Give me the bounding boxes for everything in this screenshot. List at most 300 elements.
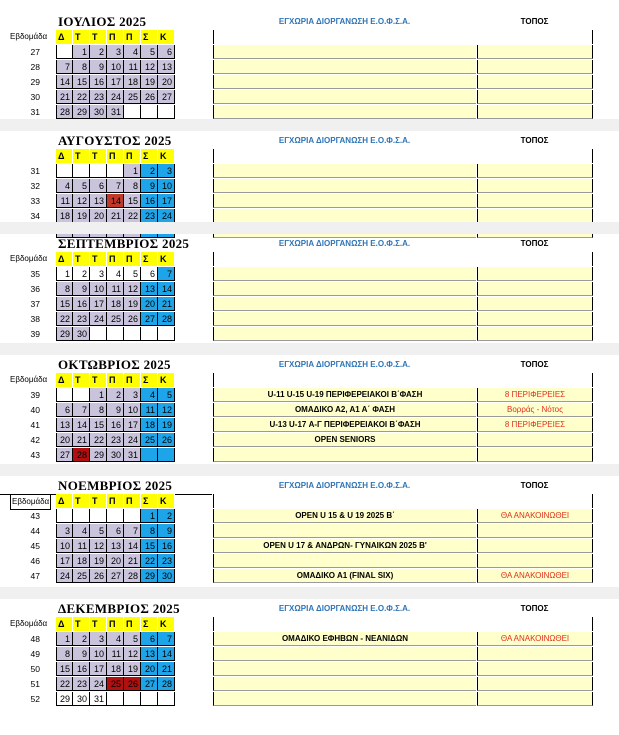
day-cell[interactable]: 9	[158, 524, 175, 538]
day-cell[interactable]: 4	[56, 179, 73, 193]
day-cell[interactable]: 12	[141, 60, 158, 74]
day-cell[interactable]: 20	[158, 75, 175, 89]
day-cell[interactable]: 16	[73, 297, 90, 311]
day-cell[interactable]: 3	[90, 632, 107, 646]
day-cell[interactable]: 5	[73, 179, 90, 193]
day-cell[interactable]: 21	[158, 662, 175, 676]
day-cell[interactable]: 22	[141, 554, 158, 568]
month-title: ΟΚΤΩΒΡΙΟΣ 2025	[58, 357, 171, 372]
day-cell[interactable]: 14	[158, 647, 175, 661]
day-cell[interactable]: 29	[141, 569, 158, 583]
day-cell[interactable]: 3	[107, 45, 124, 59]
day-cell[interactable]: 6	[141, 632, 158, 646]
day-header: Π	[107, 252, 124, 266]
day-cell[interactable]: 7	[158, 632, 175, 646]
day-cell[interactable]: 12	[90, 539, 107, 553]
day-cell[interactable]	[124, 692, 141, 706]
day-cell[interactable]	[90, 164, 107, 178]
day-cell[interactable]: 26	[90, 569, 107, 583]
day-cell[interactable]	[141, 327, 158, 341]
day-cell[interactable]	[158, 105, 175, 119]
event-cell[interactable]: U-11 U-15 U-19 ΠΕΡΙΦΕΡΕΙΑΚΟΙ Β΄ΦΑΣΗ	[213, 388, 476, 402]
day-cell[interactable]: 4	[141, 388, 158, 402]
day-cell[interactable]: 24	[56, 569, 73, 583]
day-cell[interactable]: 21	[158, 297, 175, 311]
day-cell[interactable]: 12	[124, 647, 141, 661]
day-cell[interactable]: 18	[56, 209, 73, 223]
week-number: 29	[30, 77, 40, 87]
event-cell[interactable]	[213, 554, 476, 568]
month-block	[0, 357, 619, 464]
week-column-label: Εβδομάδα	[10, 494, 51, 510]
day-cell[interactable]: 24	[158, 209, 175, 223]
day-cell[interactable]: 30	[158, 569, 175, 583]
day-cell[interactable]: 2	[158, 509, 175, 523]
place-cell[interactable]	[477, 194, 593, 208]
day-cell[interactable]: 23	[73, 677, 90, 691]
event-cell[interactable]	[213, 327, 476, 341]
month-title: ΔΕΚΕΜΒΡΙΟΣ 2025	[58, 601, 180, 616]
day-cell[interactable]: 29	[56, 327, 73, 341]
day-cell[interactable]: 31	[107, 105, 124, 119]
day-cell[interactable]: 30	[73, 692, 90, 706]
day-cell[interactable]: 9	[141, 179, 158, 193]
day-cell[interactable]: 2	[107, 388, 124, 402]
day-cell[interactable]: 21	[124, 554, 141, 568]
place-cell[interactable]: ΘΑ ΑΝΑΚΟΙΝΩΘΕΙ	[477, 509, 593, 523]
day-cell[interactable]: 23	[141, 209, 158, 223]
day-cell[interactable]: 5	[90, 524, 107, 538]
day-cell[interactable]: 4	[107, 632, 124, 646]
place-column-header: ΤΟΠΟΣ	[520, 17, 549, 26]
day-cell[interactable]: 14	[124, 539, 141, 553]
day-cell[interactable]: 22	[124, 209, 141, 223]
event-cell[interactable]	[213, 662, 476, 676]
day-cell[interactable]: 8	[141, 524, 158, 538]
day-cell[interactable]: 22	[56, 312, 73, 326]
place-cell[interactable]	[477, 164, 593, 178]
event-cell[interactable]: ΟΜΑΔΙΚΟ Α2, Α1 Α΄ ΦΑΣΗ	[213, 403, 476, 417]
day-cell[interactable]: 29	[56, 692, 73, 706]
day-cell[interactable]: 19	[124, 297, 141, 311]
day-cell[interactable]: 2	[73, 632, 90, 646]
day-cell[interactable]: 13	[56, 418, 73, 432]
day-cell[interactable]: 13	[141, 282, 158, 296]
month-title: ΝΟΕΜΒΡΙΟΣ 2025	[0, 478, 212, 495]
day-cell[interactable]: 27	[141, 677, 158, 691]
day-cell[interactable]: 12	[158, 403, 175, 417]
place-cell[interactable]	[477, 692, 593, 706]
place-cell[interactable]	[477, 45, 593, 59]
day-cell[interactable]	[56, 45, 73, 59]
place-column-header: ΤΟΠΟΣ	[520, 604, 549, 613]
day-cell[interactable]: 6	[158, 45, 175, 59]
day-cell[interactable]: 26	[158, 433, 175, 447]
day-header: Σ	[141, 373, 158, 387]
place-cell[interactable]	[477, 539, 593, 553]
day-cell[interactable]: 17	[90, 662, 107, 676]
place-cell[interactable]	[477, 267, 593, 281]
day-cell[interactable]: 24	[124, 433, 141, 447]
day-cell[interactable]: 15	[56, 662, 73, 676]
day-cell[interactable]: 7	[56, 60, 73, 74]
day-cell[interactable]: 10	[158, 179, 175, 193]
day-cell[interactable]: 15	[73, 75, 90, 89]
place-cell[interactable]	[477, 209, 593, 223]
place-cell[interactable]	[477, 554, 593, 568]
event-cell[interactable]: ΟΜΑΔΙΚΟ ΕΦΗΒΩΝ - ΝΕΑΝΙΔΩΝ	[213, 632, 476, 646]
day-cell[interactable]: 5	[158, 388, 175, 402]
day-cell[interactable]: 31	[124, 448, 141, 462]
day-cell[interactable]: 13	[141, 647, 158, 661]
day-cell[interactable]	[141, 448, 158, 462]
day-cell[interactable]: 1	[90, 388, 107, 402]
event-cell[interactable]	[213, 677, 476, 691]
event-cell[interactable]	[213, 105, 476, 119]
day-cell[interactable]: 16	[158, 539, 175, 553]
place-cell[interactable]	[477, 60, 593, 74]
day-header: Π	[124, 373, 141, 387]
day-cell[interactable]	[73, 164, 90, 178]
day-cell[interactable]: 19	[73, 209, 90, 223]
event-cell[interactable]	[213, 692, 476, 706]
day-cell[interactable]: 1	[56, 267, 73, 281]
day-cell[interactable]	[73, 509, 90, 523]
day-cell[interactable]: 10	[124, 403, 141, 417]
place-cell[interactable]	[477, 677, 593, 691]
day-cell[interactable]: 13	[158, 60, 175, 74]
day-cell[interactable]: 30	[107, 448, 124, 462]
event-cell[interactable]	[213, 524, 476, 538]
place-cell[interactable]	[477, 327, 593, 341]
day-header: Κ	[158, 149, 175, 163]
day-cell[interactable]: 6	[107, 524, 124, 538]
day-cell[interactable]: 11	[107, 282, 124, 296]
day-cell[interactable]: 8	[73, 60, 90, 74]
week-number: 40	[30, 405, 40, 415]
day-header: Δ	[56, 373, 73, 387]
week-number: 32	[30, 181, 40, 191]
event-cell[interactable]	[213, 267, 476, 281]
day-cell[interactable]: 26	[124, 312, 141, 326]
event-cell[interactable]	[213, 647, 476, 661]
day-cell[interactable]: 16	[90, 75, 107, 89]
event-cell[interactable]: ΟΜΑΔΙΚΟ Α1 (FINAL SIX)	[213, 569, 476, 583]
day-cell[interactable]: 21	[56, 90, 73, 104]
event-cell[interactable]	[213, 45, 476, 59]
place-cell[interactable]	[477, 312, 593, 326]
place-cell[interactable]	[477, 90, 593, 104]
day-cell[interactable]: 28	[158, 677, 175, 691]
day-cell[interactable]: 4	[73, 524, 90, 538]
place-cell[interactable]	[477, 662, 593, 676]
event-cell[interactable]	[213, 297, 476, 311]
day-cell[interactable]: 27	[158, 90, 175, 104]
event-cell[interactable]: OPEN U 17 & ΑΝΔΡΩΝ- ΓΥΝΑΙΚΩΝ 2025 Β'	[213, 539, 476, 553]
day-cell[interactable]: 1	[56, 632, 73, 646]
day-cell[interactable]: 5	[124, 267, 141, 281]
day-cell[interactable]: 7	[124, 524, 141, 538]
day-cell[interactable]: 3	[56, 524, 73, 538]
event-cell[interactable]	[213, 90, 476, 104]
day-cell[interactable]: 9	[73, 282, 90, 296]
day-cell[interactable]: 15	[124, 194, 141, 208]
day-cell[interactable]: 9	[90, 60, 107, 74]
place-cell[interactable]	[477, 179, 593, 193]
day-cell[interactable]: 28	[56, 105, 73, 119]
day-cell[interactable]: 19	[158, 418, 175, 432]
day-cell[interactable]: 4	[107, 267, 124, 281]
day-cell[interactable]: 20	[90, 209, 107, 223]
day-cell[interactable]: 16	[107, 418, 124, 432]
day-cell[interactable]: 19	[90, 554, 107, 568]
event-cell[interactable]	[213, 448, 476, 462]
day-cell[interactable]	[141, 692, 158, 706]
day-header: Π	[107, 617, 124, 631]
section-divider	[0, 587, 619, 599]
day-cell[interactable]: 18	[107, 297, 124, 311]
day-cell[interactable]: 9	[107, 403, 124, 417]
day-cell[interactable]: 16	[73, 662, 90, 676]
day-cell[interactable]	[141, 105, 158, 119]
day-cell[interactable]: 16	[141, 194, 158, 208]
day-cell[interactable]: 19	[124, 662, 141, 676]
place-cell[interactable]	[477, 448, 593, 462]
header-rule	[213, 252, 593, 266]
day-cell[interactable]: 12	[124, 282, 141, 296]
day-cell[interactable]: 22	[73, 90, 90, 104]
day-cell[interactable]: 8	[56, 647, 73, 661]
day-cell[interactable]	[90, 327, 107, 341]
day-cell[interactable]: 17	[158, 194, 175, 208]
day-cell[interactable]: 2	[90, 45, 107, 59]
day-cell[interactable]	[56, 509, 73, 523]
day-cell[interactable]: 27	[56, 448, 73, 462]
day-cell[interactable]: 20	[141, 297, 158, 311]
day-cell[interactable]: 26	[141, 90, 158, 104]
week-column-label: Εβδομάδα	[10, 32, 48, 41]
day-cell[interactable]: 26	[124, 677, 141, 691]
day-cell[interactable]	[90, 509, 107, 523]
day-cell[interactable]: 25	[124, 90, 141, 104]
day-cell[interactable]: 22	[90, 433, 107, 447]
day-cell[interactable]: 21	[73, 433, 90, 447]
day-cell[interactable]: 6	[90, 179, 107, 193]
place-cell[interactable]	[477, 282, 593, 296]
day-cell[interactable]: 11	[107, 647, 124, 661]
day-cell[interactable]	[73, 388, 90, 402]
day-cell[interactable]: 28	[124, 569, 141, 583]
day-cell[interactable]: 9	[73, 647, 90, 661]
event-cell[interactable]: OPEN SENIORS	[213, 433, 476, 447]
day-cell[interactable]: 25	[107, 677, 124, 691]
place-cell[interactable]	[477, 105, 593, 119]
day-cell[interactable]	[124, 509, 141, 523]
day-cell[interactable]: 10	[107, 60, 124, 74]
day-cell[interactable]: 3	[158, 164, 175, 178]
day-cell[interactable]: 2	[141, 164, 158, 178]
header-rule	[213, 30, 593, 44]
place-cell[interactable]	[477, 297, 593, 311]
day-cell[interactable]: 4	[124, 45, 141, 59]
day-cell[interactable]: 23	[90, 90, 107, 104]
day-cell[interactable]: 7	[107, 179, 124, 193]
week-number: 39	[30, 329, 40, 339]
day-cell[interactable]: 20	[56, 433, 73, 447]
event-cell[interactable]	[213, 75, 476, 89]
day-cell[interactable]: 14	[107, 194, 124, 208]
day-cell[interactable]: 29	[90, 448, 107, 462]
place-cell[interactable]	[477, 524, 593, 538]
day-cell[interactable]: 15	[90, 418, 107, 432]
place-cell[interactable]: ΘΑ ΑΝΑΚΟΙΝΩΘΕΙ	[477, 632, 593, 646]
day-cell[interactable]: 19	[141, 75, 158, 89]
day-cell[interactable]: 3	[90, 267, 107, 281]
day-cell[interactable]	[56, 388, 73, 402]
day-cell[interactable]: 12	[73, 194, 90, 208]
header-rule	[213, 494, 593, 508]
day-header: Π	[107, 373, 124, 387]
day-cell[interactable]: 1	[141, 509, 158, 523]
day-cell[interactable]: 14	[73, 418, 90, 432]
place-cell[interactable]: 8 ΠΕΡΙΦΕΡΕΙΕΣ	[477, 388, 593, 402]
day-cell[interactable]: 1	[124, 164, 141, 178]
day-cell[interactable]: 5	[141, 45, 158, 59]
day-header: Τ	[90, 617, 107, 631]
day-cell[interactable]: 20	[141, 662, 158, 676]
day-cell[interactable]: 24	[90, 677, 107, 691]
day-cell[interactable]: 30	[90, 105, 107, 119]
day-cell[interactable]: 10	[56, 539, 73, 553]
day-cell[interactable]	[158, 692, 175, 706]
day-cell[interactable]: 14	[158, 282, 175, 296]
day-header: Κ	[158, 617, 175, 631]
week-number: 28	[30, 62, 40, 72]
day-cell[interactable]: 10	[90, 647, 107, 661]
day-cell[interactable]: 8	[56, 282, 73, 296]
place-cell[interactable]: 8 ΠΕΡΙΦΕΡΕΙΕΣ	[477, 418, 593, 432]
day-cell[interactable]: 17	[107, 75, 124, 89]
day-cell[interactable]: 13	[107, 539, 124, 553]
event-cell[interactable]	[213, 194, 476, 208]
day-header: Δ	[56, 617, 73, 631]
day-cell[interactable]: 8	[124, 179, 141, 193]
day-cell[interactable]: 3	[124, 388, 141, 402]
place-cell[interactable]: ΘΑ ΑΝΑΚΟΙΝΩΘΕΙ	[477, 569, 593, 583]
day-cell[interactable]: 25	[141, 433, 158, 447]
day-cell[interactable]: 6	[141, 267, 158, 281]
day-cell[interactable]: 15	[141, 539, 158, 553]
day-cell[interactable]	[56, 164, 73, 178]
day-cell[interactable]: 11	[124, 60, 141, 74]
day-cell[interactable]: 28	[158, 312, 175, 326]
day-cell[interactable]: 18	[141, 418, 158, 432]
day-cell[interactable]: 11	[73, 539, 90, 553]
week-number: 31	[30, 166, 40, 176]
day-cell[interactable]: 21	[107, 209, 124, 223]
place-cell[interactable]: Βορράς - Νότος	[477, 403, 593, 417]
event-cell[interactable]	[213, 282, 476, 296]
day-cell[interactable]: 17	[124, 418, 141, 432]
day-cell[interactable]: 20	[107, 554, 124, 568]
week-number: 30	[30, 92, 40, 102]
day-cell[interactable]	[107, 164, 124, 178]
day-header: Π	[107, 494, 124, 508]
day-cell[interactable]: 11	[141, 403, 158, 417]
day-header: Δ	[56, 252, 73, 266]
day-cell[interactable]: 29	[73, 105, 90, 119]
day-cell[interactable]: 30	[73, 327, 90, 341]
day-cell[interactable]: 10	[90, 282, 107, 296]
event-cell[interactable]	[213, 164, 476, 178]
day-cell[interactable]: 17	[90, 297, 107, 311]
day-header: Σ	[141, 252, 158, 266]
day-cell[interactable]: 25	[107, 312, 124, 326]
event-cell[interactable]	[213, 60, 476, 74]
day-cell[interactable]: 24	[90, 312, 107, 326]
day-cell[interactable]: 18	[124, 75, 141, 89]
day-cell[interactable]: 18	[73, 554, 90, 568]
event-cell[interactable]	[213, 179, 476, 193]
place-cell[interactable]	[477, 647, 593, 661]
day-cell[interactable]: 23	[158, 554, 175, 568]
day-cell[interactable]: 13	[90, 194, 107, 208]
day-cell[interactable]: 11	[56, 194, 73, 208]
place-cell[interactable]	[477, 433, 593, 447]
day-cell[interactable]: 23	[107, 433, 124, 447]
event-cell[interactable]: U-13 U-17 Α-Γ ΠΕΡΙΦΕΡΕΙΑΚΟΙ Β΄ΦΑΣΗ	[213, 418, 476, 432]
day-header: Π	[124, 252, 141, 266]
day-cell[interactable]	[158, 448, 175, 462]
day-cell[interactable]: 6	[56, 403, 73, 417]
day-cell[interactable]: 22	[56, 677, 73, 691]
day-cell[interactable]: 14	[56, 75, 73, 89]
day-cell[interactable]	[124, 327, 141, 341]
day-cell[interactable]: 2	[73, 267, 90, 281]
day-cell[interactable]	[107, 692, 124, 706]
day-cell[interactable]: 27	[141, 312, 158, 326]
day-header: Τ	[90, 30, 107, 44]
day-cell[interactable]: 28	[73, 448, 90, 462]
day-cell[interactable]: 7	[158, 267, 175, 281]
day-header: Κ	[158, 494, 175, 508]
place-cell[interactable]	[477, 75, 593, 89]
week-number: 41	[30, 420, 40, 430]
event-cell[interactable]: OPEN U 15 & U 19 2025 Β΄	[213, 509, 476, 523]
day-cell[interactable]	[107, 509, 124, 523]
day-cell[interactable]: 27	[107, 569, 124, 583]
day-cell[interactable]: 18	[107, 662, 124, 676]
day-cell[interactable]: 17	[56, 554, 73, 568]
day-cell[interactable]: 5	[124, 632, 141, 646]
event-cell[interactable]	[213, 312, 476, 326]
week-number: 47	[30, 571, 40, 581]
day-cell[interactable]	[158, 327, 175, 341]
day-cell[interactable]	[124, 105, 141, 119]
day-cell[interactable]	[107, 327, 124, 341]
day-cell[interactable]: 24	[107, 90, 124, 104]
day-cell[interactable]: 23	[73, 312, 90, 326]
day-cell[interactable]: 7	[73, 403, 90, 417]
month-title: ΑΥΓΟΥΣΤΟΣ 2025	[58, 133, 172, 148]
event-cell[interactable]	[213, 209, 476, 223]
day-cell[interactable]: 31	[90, 692, 107, 706]
day-cell[interactable]: 1	[73, 45, 90, 59]
day-cell[interactable]: 8	[90, 403, 107, 417]
day-cell[interactable]: 15	[56, 297, 73, 311]
day-cell[interactable]: 25	[73, 569, 90, 583]
week-number: 33	[30, 196, 40, 206]
